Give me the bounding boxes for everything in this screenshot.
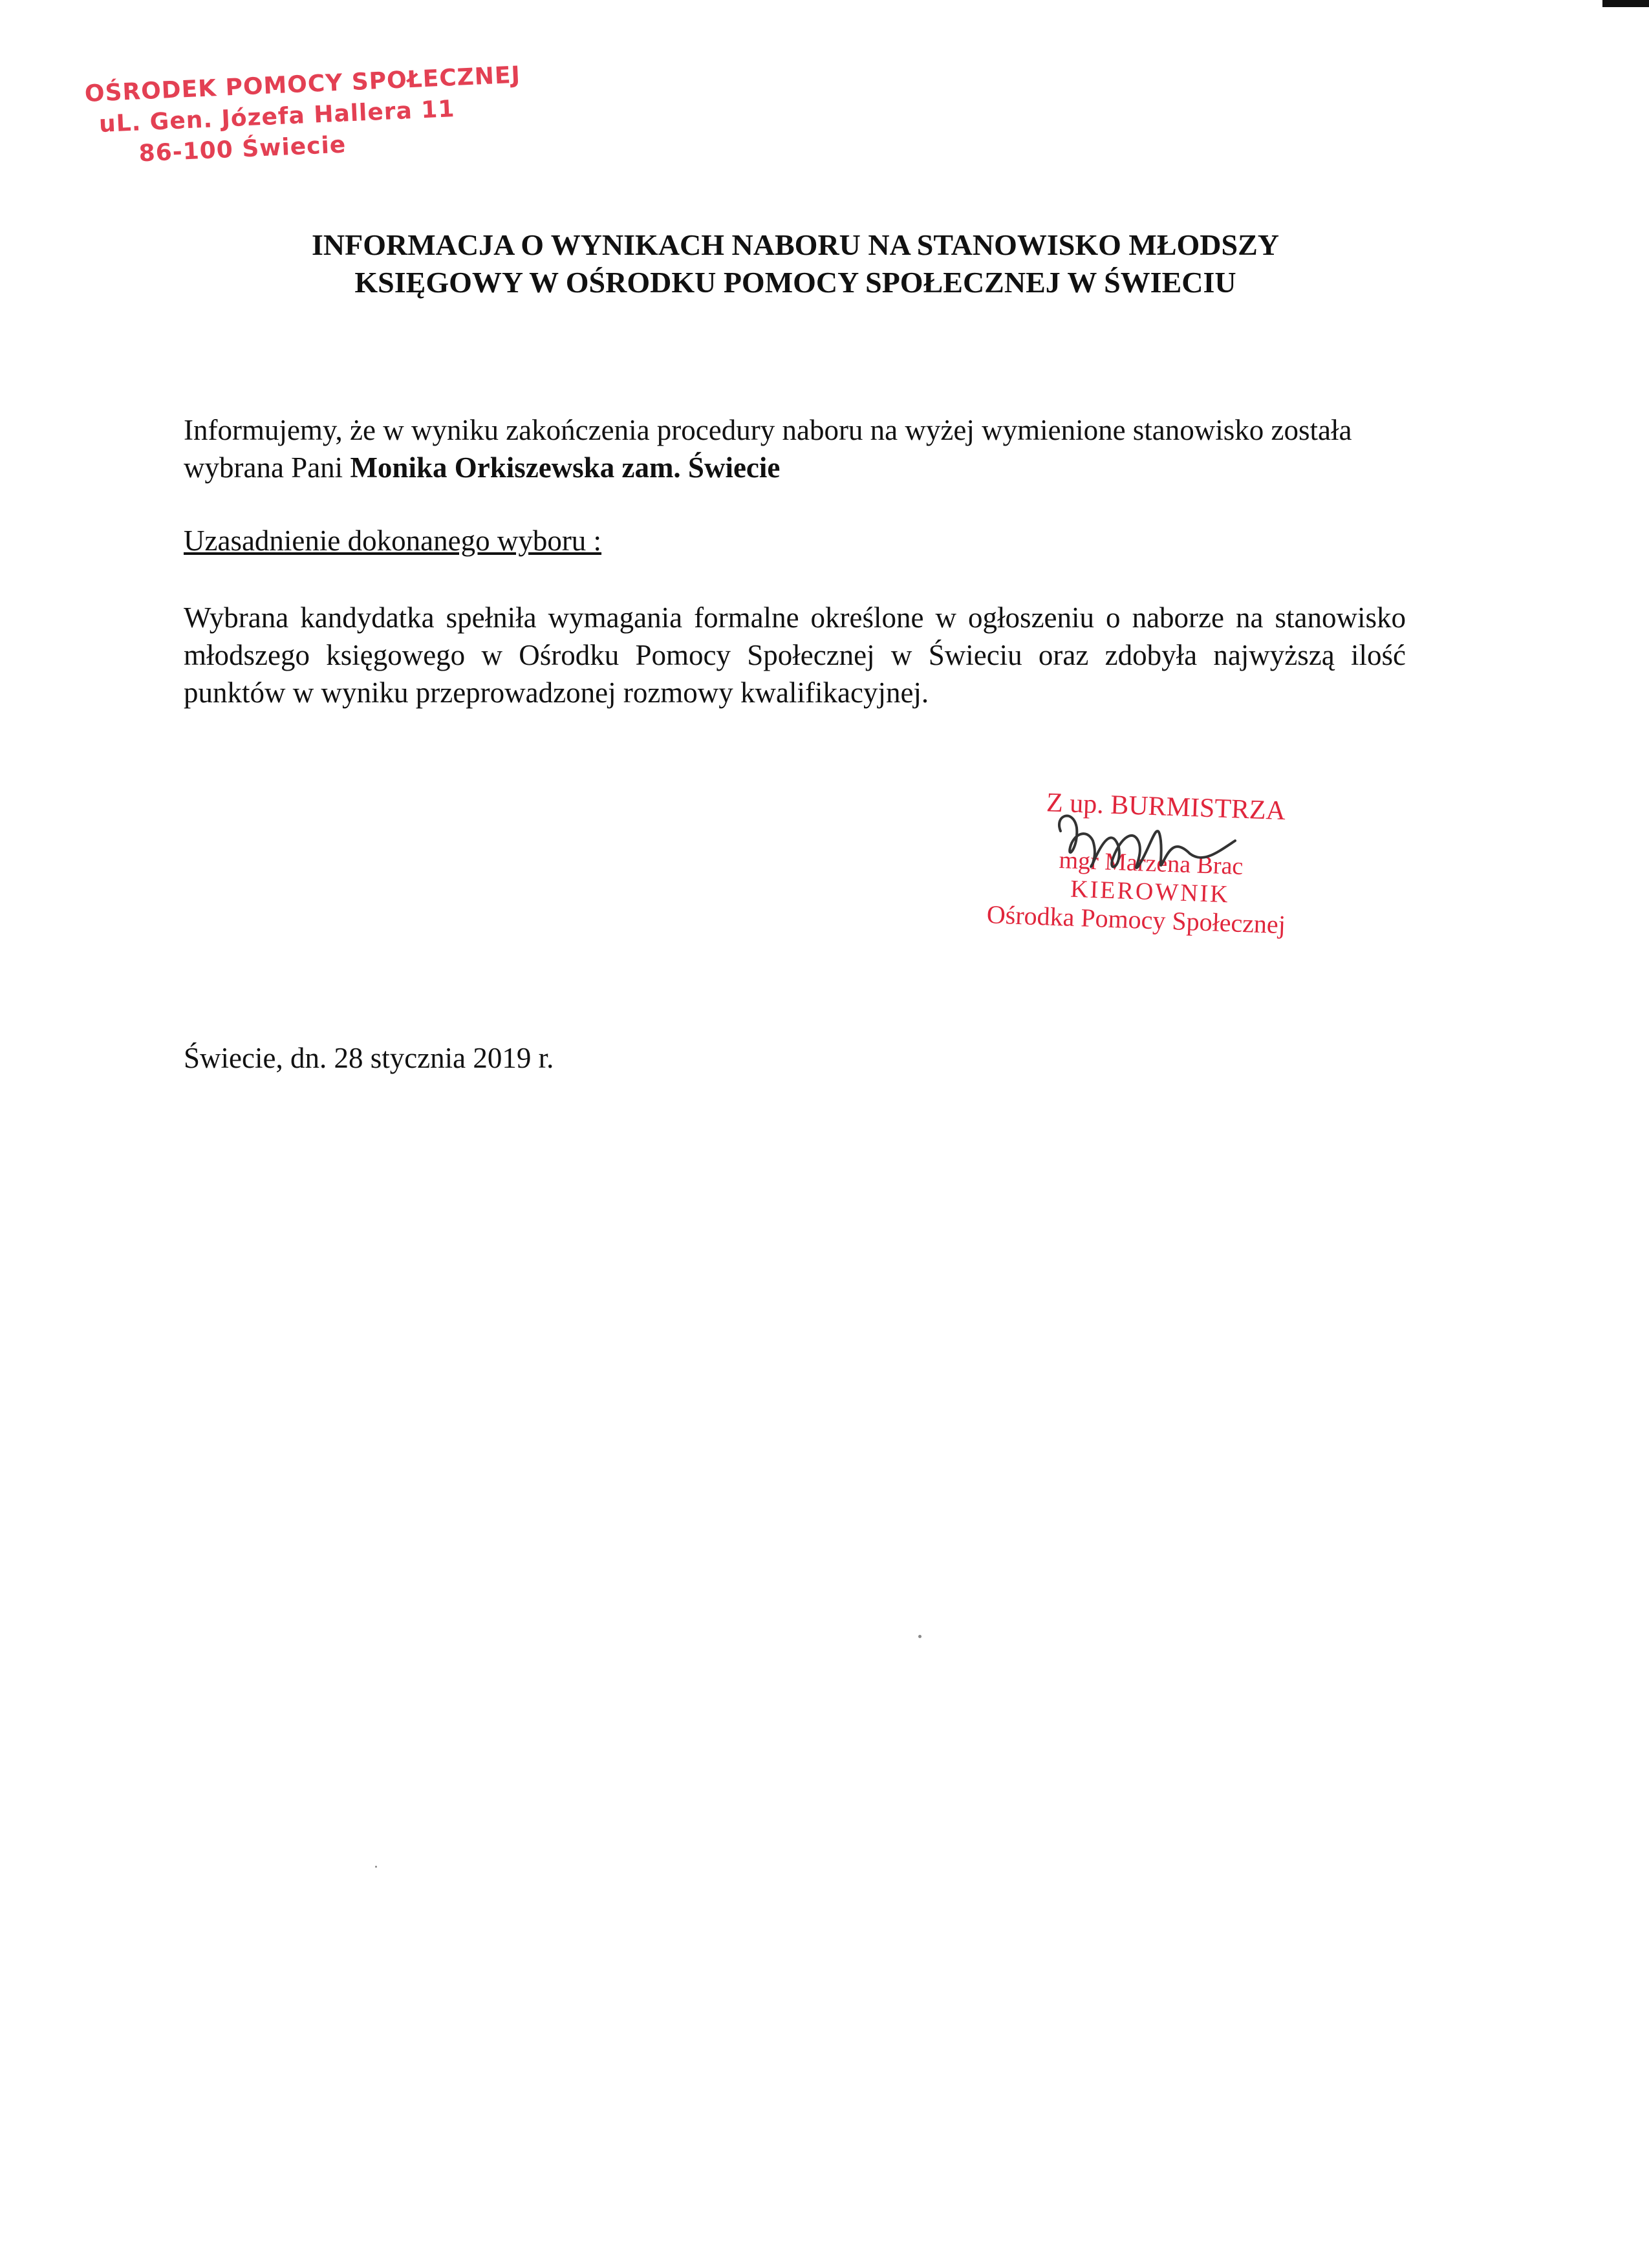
scan-edge-mark	[1602, 0, 1649, 7]
document-title	[0, 226, 1591, 301]
announcement-paragraph	[184, 411, 1406, 486]
title-line-2: KSIĘGOWY W OŚRODKU POMOCY SPOŁECZNEJ W ŚWIECIU	[354, 266, 1236, 299]
document-date: Świecie, dn. 28 stycznia 2019 r.	[184, 1042, 554, 1074]
justification-paragraph: Wybrana kandydatka spełniła wymagania formalne określone w ogłoszeniu o naborze na stanowisko młodszego księgowego w Ośrodku Pomocy Społecznej w Świeciu oraz zdobyła najwyższą ilość punktów w wyniku przeprowadzonej rozmowy kwalifikacyjnej.	[184, 601, 1406, 709]
scan-speck	[375, 1866, 377, 1868]
signature-stamp-authority: Z up. BURMISTRZA	[1046, 788, 1286, 826]
signature-stamp-role: KIEROWNIK	[1070, 875, 1231, 909]
selected-candidate: Monika Orkiszewska zam. Świecie	[350, 451, 781, 484]
signature-stamp-name: mgr Marzena Brac	[1058, 847, 1244, 880]
justification-heading: Uzasadnienie dokonanego wyboru :	[184, 524, 602, 557]
handwritten-signature	[1048, 802, 1255, 892]
signature-stamp-institution: Ośrodka Pomocy Społecznej	[986, 900, 1286, 940]
stamp-line-city: 86-100 Świecie	[138, 131, 347, 167]
title-line-1: INFORMACJA O WYNIKACH NABORU NA STANOWISKO MŁODSZY	[312, 228, 1279, 261]
stamp-line-street: uL. Gen. Józefa Hallera 11	[98, 96, 456, 138]
announcement-text: Informujemy, że w wyniku zakończenia procedury naboru na wyżej wymienione stanowisko została wybrana Pani	[184, 414, 1352, 484]
institution-stamp	[84, 61, 521, 171]
stamp-line-name: OŚRODEK POMOCY SPOŁECZNEJ	[84, 61, 521, 107]
scan-speck	[918, 1635, 921, 1638]
